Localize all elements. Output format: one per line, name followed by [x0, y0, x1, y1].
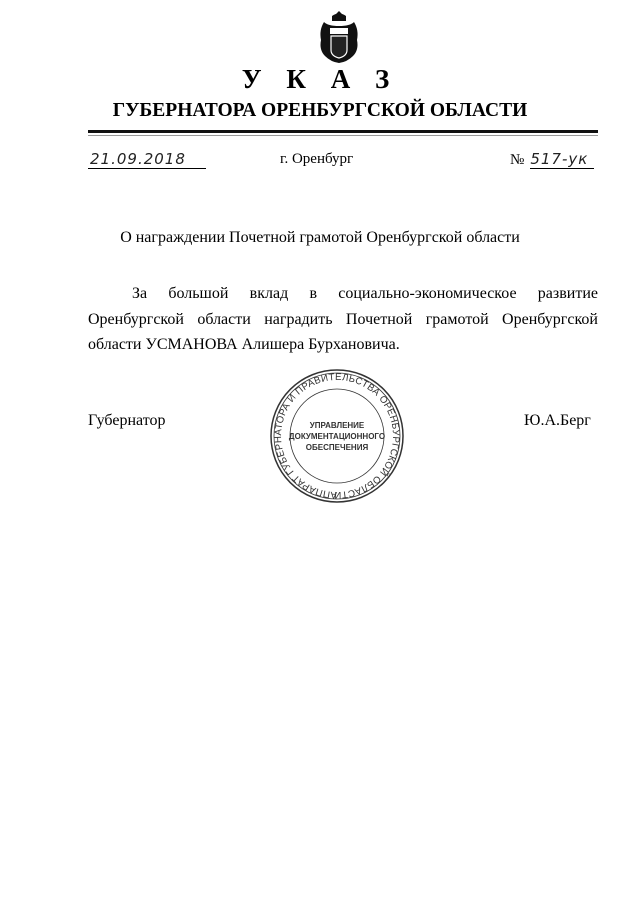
- issuer-heading: ГУБЕРНАТОРА ОРЕНБУРГСКОЙ ОБЛАСТИ: [112, 100, 528, 121]
- header-divider-thin: [88, 135, 598, 136]
- signatory-position: Губернатор: [88, 412, 166, 429]
- document-body: За большой вклад в социально-экономическое развитие Оренбургской области наградить Почетной грамотой Оренбургской области УСМАНОВА Алишера Бурхановича.: [88, 285, 598, 353]
- official-seal: [266, 368, 408, 504]
- signatory-name: Ю.А.Берг: [524, 412, 591, 429]
- seal-line: ДОКУМЕНТАЦИОННОГО: [288, 432, 386, 441]
- header-divider: [88, 130, 598, 133]
- document-city: г. Оренбург: [280, 151, 354, 167]
- seal-line: УПРАВЛЕНИЕ: [309, 421, 365, 430]
- document-type-heading: У К А З: [241, 64, 399, 94]
- coat-of-arms-icon: [318, 10, 360, 64]
- seal-ring-text: АППАРАТ ГУБЕРНАТОРА И ПРАВИТЕЛЬСТВА ОРЕНБУРГСКОЙ ОБЛАСТИ: [272, 371, 402, 501]
- document-number: 517-ук: [530, 150, 594, 169]
- seal-line: ОБЕСПЕЧЕНИЯ: [305, 443, 369, 452]
- document-date: 21.09.2018: [88, 150, 206, 169]
- number-label: №: [510, 152, 525, 168]
- document-title: О награждении Почетной грамотой Оренбургской области: [120, 229, 520, 246]
- document-number-field: [510, 150, 594, 169]
